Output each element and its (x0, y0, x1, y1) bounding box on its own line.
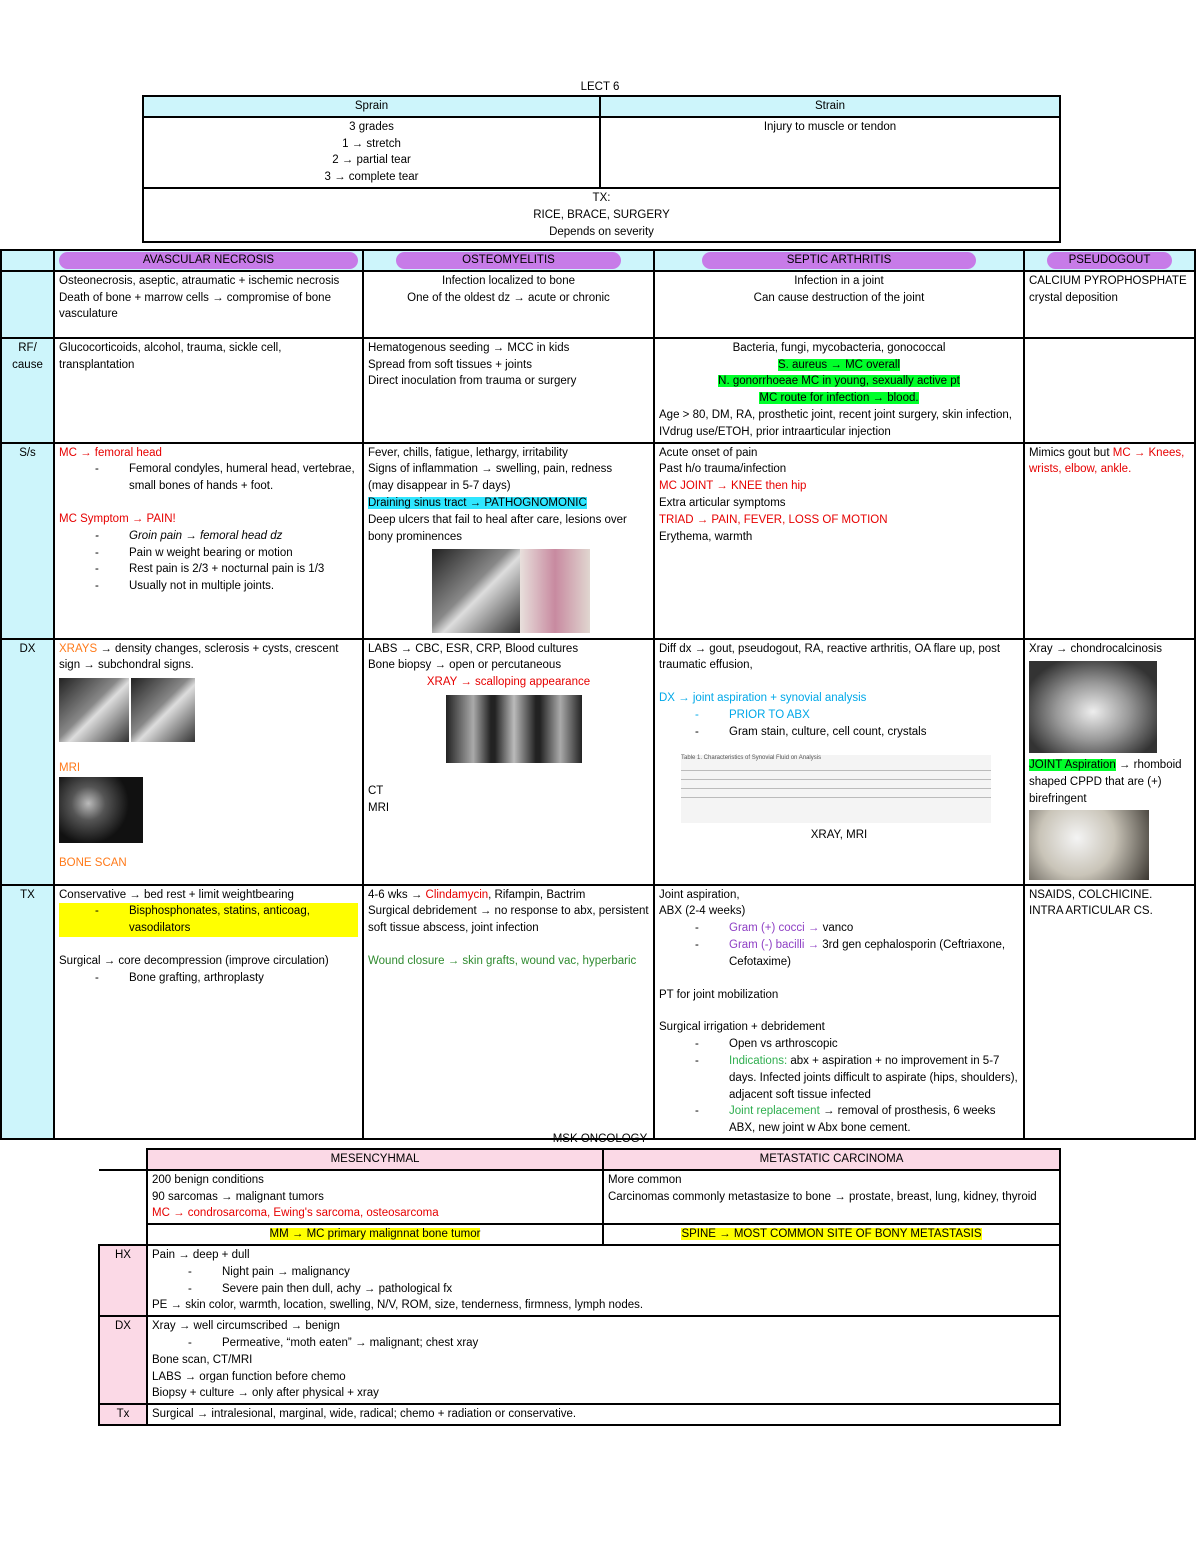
knee-xray-image (1029, 661, 1157, 753)
septic-rf: Bacteria, fungi, mycobacteria, gonococcal S. aureus → MC overall N. gonorrhoeae MC in young, sexually active pt MC route for infection → blood. Age > 80, DM, RA, prosthetic joint, recent joint surgery, skin infection, IVdrug use/ETOH, prior intraarticular injection (654, 338, 1024, 443)
conditions-table (0, 249, 1196, 1140)
strain-cell: Injury to muscle or tendon (600, 117, 1060, 188)
multiple-myeloma-note: MM → MC primary malignnat bone tumor (269, 1228, 481, 1241)
sprain-strain-table (142, 95, 1061, 243)
pseudo-tx: NSAIDS, COLCHICINE. INTRA ARTICULAR CS. (1024, 885, 1195, 1139)
header-septic-arthritis: SEPTIC ARTHRITIS (702, 252, 976, 269)
hip-xray-image-2 (131, 678, 195, 742)
septic-definition: Infection in a joint Can cause destruction of the joint (654, 271, 1024, 338)
osteo-tx: 4-6 wks → Clindamycin, Rifampin, Bactrim Surgical debridement → no response to abx, persistent soft tissue abscess, joint infection Wound closure → skin grafts, wound vac, hyperbaric (363, 885, 654, 1139)
pseudo-definition: CALCIUM PYROPHOSPHATE crystal deposition (1024, 271, 1195, 338)
septic-dx: Diff dx → gout, pseudogout, RA, reactive arthritis, OA flare up, post traumatic effusion, DX → joint aspiration + synovial analysis - PRIOR TO ABX - Gram stain, culture, cell count, crystals Table 1. Characteristics of Synovial Fluid on Analysis XRAY, MRI (654, 639, 1024, 885)
onc-row-label-tx: Tx (99, 1404, 147, 1425)
septic-tx: Joint aspiration, ABX (2-4 weeks) - Gram (+) cocci → vanco - Gram (-) bacilli → 3rd gen cephalosporin (Ceftriaxone, Cefotaxime) PT for joint mobilization Surgical irrigation + debridement - Open vs arthroscopic - Indications: abx + aspiration + no improvement in 5-7 days. Infected joints difficult to aspirate (hips, shoulders), adjacent soft tissue infected - Joint replacement → removal of prosthesis, 6 weeks ABX, new joint w Abx bone cement. (654, 885, 1024, 1139)
row-label-rf: RF/ cause (1, 338, 54, 443)
avn-dx: XRAYS → density changes, sclerosis + cysts, crescent sign → subchondral signs. MRI BONE SCAN (54, 639, 363, 885)
mesenchymal-cell: 200 benign conditions 90 sarcomas → malignant tumors MC → condrosarcoma, Ewing's sarcoma, osteosarcoma (147, 1170, 603, 1224)
oncology-title: MSK ONCOLOGY (552, 1133, 648, 1145)
avn-rf: Glucocorticoids, alcohol, trauma, sickle cell, transplantation (54, 338, 363, 443)
oncology-table (98, 1148, 1061, 1426)
osteo-ss: Fever, chills, fatigue, lethargy, irritability Signs of inflammation → swelling, pain, redness (may disappear in 5-7 days) Draining sinus tract → PATHOGNOMONIC Deep ulcers that fail to heal after care, lesions over bony prominences (363, 443, 654, 639)
onc-tx-cell: Surgical → intralesional, marginal, wide, radical; chemo + radiation or conservative. (147, 1404, 1060, 1425)
onc-hx-cell: Pain → deep + dull - Night pain → malignancy - Severe pain then dull, achy → pathological fx PE → skin color, warmth, location, swelling, N/V, ROM, size, tenderness, firmness, lymph nodes. (147, 1245, 1060, 1316)
header-pseudogout: PSEUDOGOUT (1047, 252, 1173, 269)
avn-tx: Conservative → bed rest + limit weightbearing - Bisphosphonates, statins, anticoag, vasodilators Surgical → core decompression (improve circulation) - Bone grafting, arthroplasty (54, 885, 363, 1139)
osteo-rf: Hematogenous seeding → MCC in kids Spread from soft tissues + joints Direct inoculation from trauma or surgery (363, 338, 654, 443)
pelvis-mri-image (59, 777, 143, 843)
septic-ss: Acute onset of pain Past h/o trauma/infection MC JOINT → KNEE then hip Extra articular symptoms TRIAD → PAIN, FEVER, LOSS OF MOTION Erythema, warmth (654, 443, 1024, 639)
sprain-tx-cell: TX: RICE, BRACE, SURGERY Depends on severity (143, 188, 1060, 242)
strain-header: Strain (600, 96, 1060, 117)
metastatic-cell: More common Carcinomas commonly metastasize to bone → prostate, breast, lung, kidney, thyroid (603, 1170, 1060, 1224)
hip-xray-image-1 (59, 678, 129, 742)
onc-dx-cell: Xray → well circumscribed → benign - Permeative, “moth eaten” → malignant; chest xray Bone scan, CT/MRI LABS → organ function before chemo Biopsy + culture → only after physical + xray (147, 1316, 1060, 1404)
row-label-ss: S/s (1, 443, 54, 639)
cppd-crystal-image (1029, 810, 1149, 880)
row-label-tx: TX (1, 885, 54, 1139)
page-title: LECT 6 (580, 81, 620, 93)
header-avascular-necrosis: AVASCULAR NECROSIS (59, 252, 358, 269)
pseudo-ss: Mimics gout but MC → Knees, wrists, elbow, ankle. (1024, 443, 1195, 639)
scalloping-xray-image (446, 695, 582, 763)
onc-row-label-hx: HX (99, 1245, 147, 1316)
onc-row-label-dx: DX (99, 1316, 147, 1404)
osteomyelitis-xray-image (432, 549, 520, 633)
leg-photo-image (520, 549, 590, 633)
header-osteomyelitis: OSTEOMYELITIS (396, 252, 621, 269)
mesenchymal-header: MESENCYHMAL (147, 1149, 603, 1170)
spine-metastasis-note: SPINE → MOST COMMON SITE OF BONY METASTASIS (681, 1228, 982, 1241)
pseudo-dx: Xray → chondrocalcinosis JOINT Aspiration → rhomboid shaped CPPD that are (+) birefringent (1024, 639, 1195, 885)
row-label-dx: DX (1, 639, 54, 885)
sprain-cell: 3 grades 1 → stretch 2 → partial tear 3 → complete tear (143, 117, 600, 188)
synovial-fluid-table-image: Table 1. Characteristics of Synovial Fluid on Analysis (681, 755, 991, 823)
avn-definition: Osteonecrosis, aseptic, atraumatic + ischemic necrosis Death of bone + marrow cells → compromise of bone vasculature (54, 271, 363, 338)
osteo-definition: Infection localized to bone One of the oldest dz → acute or chronic (363, 271, 654, 338)
metastatic-header: METASTATIC CARCINOMA (603, 1149, 1060, 1170)
avn-ss: MC → femoral head - Femoral condyles, humeral head, vertebrae, small bones of hands + foot. MC Symptom → PAIN! - Groin pain → femoral head dz - Pain w weight bearing or motion - Rest pain is 2/3 + nocturnal pain is 1/3 - Usually not in multiple joints. (54, 443, 363, 639)
osteo-dx: LABS → CBC, ESR, CRP, Blood cultures Bone biopsy → open or percutaneous XRAY → scalloping appearance CT MRI (363, 639, 654, 885)
sprain-header: Sprain (143, 96, 600, 117)
